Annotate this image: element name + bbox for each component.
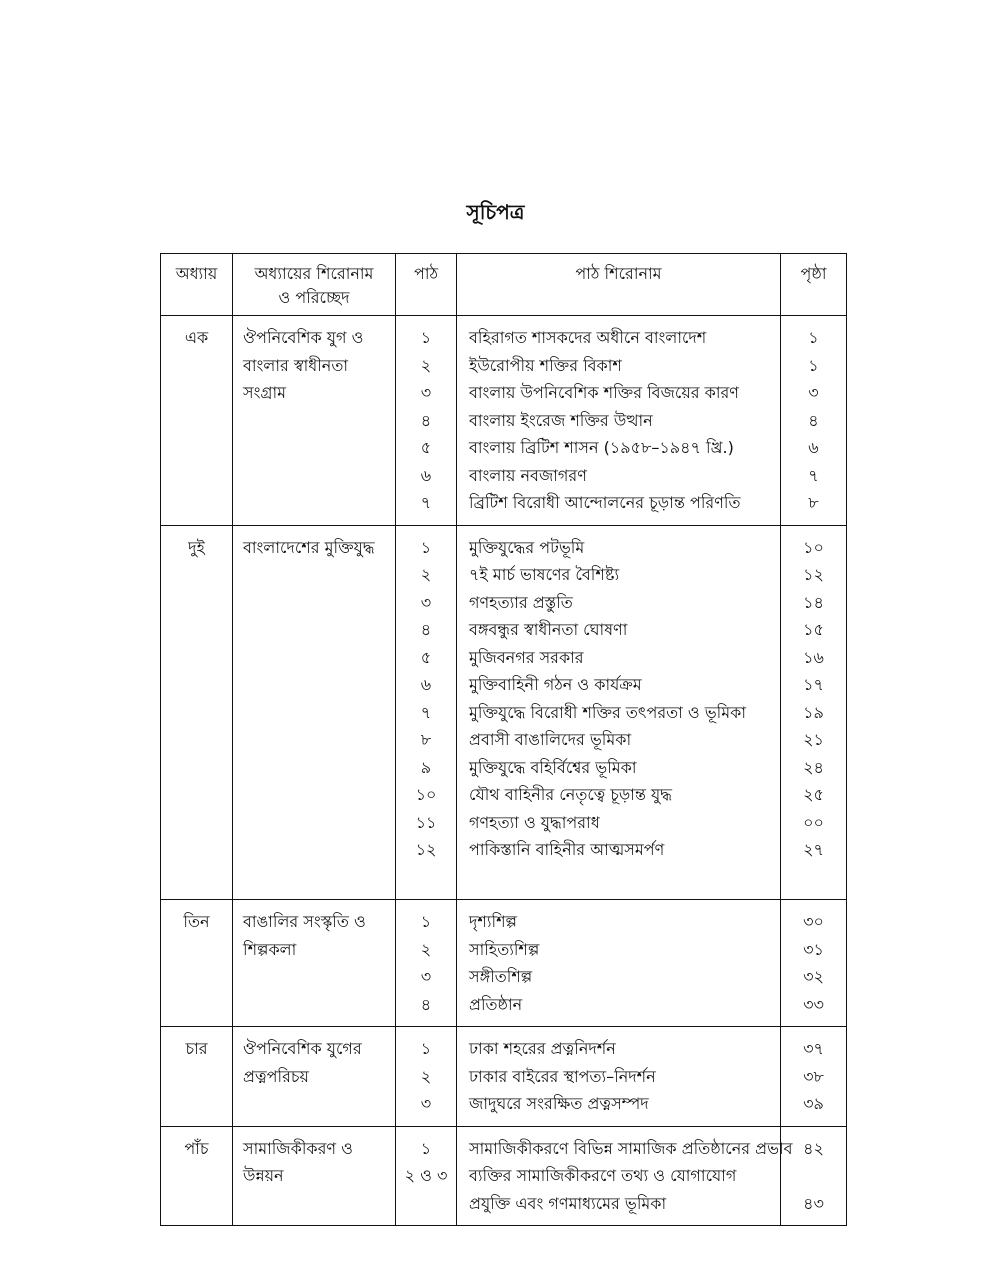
header-lesson-title: পাঠ শিরোনাম bbox=[457, 254, 781, 316]
lesson-title-cell bbox=[457, 316, 781, 526]
page-number: ১৯ bbox=[803, 702, 824, 722]
lesson-number: ৫ bbox=[420, 647, 432, 667]
lesson-number-cell bbox=[396, 1027, 457, 1127]
page-number: ১০ bbox=[803, 537, 824, 557]
lesson-number: ২ ও ৩ bbox=[404, 1166, 448, 1185]
lesson-number: ১২ bbox=[415, 840, 437, 859]
lesson-number: ১ bbox=[420, 537, 432, 557]
lesson-title-cell bbox=[457, 1027, 781, 1127]
lesson-title: প্রতিষ্ঠান bbox=[469, 994, 523, 1014]
page-number: ৩০ bbox=[803, 912, 824, 931]
chapter-title-line: বাঙালির সংস্কৃতি ও bbox=[243, 912, 366, 931]
header-page: পৃষ্ঠা bbox=[781, 254, 847, 316]
blank-line bbox=[457, 864, 780, 892]
page-number: ৪ bbox=[808, 410, 819, 430]
lesson-title: বাংলায় ব্রিটিশ শাসন (১৯৫৮–১৯৪৭ খ্রি.) bbox=[469, 438, 734, 457]
toc-table bbox=[160, 253, 847, 1226]
lesson-title: বঙ্গবন্ধুর স্বাধীনতা ঘোষণা bbox=[469, 620, 628, 639]
blank-line bbox=[781, 864, 846, 892]
page-number: ২৭ bbox=[803, 840, 824, 859]
lesson-title-cell bbox=[457, 1126, 793, 1226]
header-chapter: অধ্যায় bbox=[161, 254, 233, 316]
lesson-title: জাদুঘরে সংরক্ষিত প্রত্নসম্পদ bbox=[469, 1094, 649, 1113]
lesson-number: ৩ bbox=[420, 967, 432, 986]
header-chapter-title-line2: ও পরিচ্ছেদ bbox=[278, 288, 350, 307]
chapter-title-line: প্রত্নপরিচয় bbox=[243, 1066, 309, 1086]
page-number: ১৪ bbox=[803, 592, 824, 612]
lesson-number bbox=[396, 1190, 456, 1218]
lesson-title-cell bbox=[457, 900, 781, 1027]
lesson-title: পাকিস্তানি বাহিনীর আত্মসমর্পণ bbox=[469, 840, 665, 859]
page-number: ৪২ bbox=[803, 1138, 824, 1158]
page-number: ১৭ bbox=[803, 675, 824, 694]
page-number-cell bbox=[781, 1027, 847, 1127]
chapter-number: পাঁচ bbox=[161, 1126, 233, 1226]
lesson-title-cell bbox=[457, 525, 781, 900]
page-number: ৩৩ bbox=[803, 994, 824, 1014]
page-number: ১ bbox=[808, 328, 819, 347]
lesson-title: মুজিবনগর সরকার bbox=[469, 647, 584, 667]
lesson-title: সঙ্গীতশিল্প bbox=[469, 967, 533, 986]
lesson-number: ২ bbox=[420, 355, 432, 375]
lesson-number: ৮ bbox=[420, 730, 432, 749]
lesson-title: বাংলায় উপনিবেশিক শক্তির বিজয়ের কারণ bbox=[469, 383, 739, 402]
lesson-title: মুক্তিযুদ্ধে বিরোধী শক্তির তৎপরতা ও ভূমিকা bbox=[469, 702, 746, 722]
page-number: ৩৭ bbox=[803, 1039, 824, 1058]
chapter-title-line: বাংলাদেশের মুক্তিযুদ্ধ bbox=[243, 537, 375, 557]
lesson-number: ৫ bbox=[420, 438, 432, 457]
chapter-row bbox=[161, 316, 847, 526]
lesson-title: গণহত্যার প্রস্তুতি bbox=[469, 592, 573, 612]
lesson-title: ইউরোপীয় শক্তির বিকাশ bbox=[469, 355, 622, 375]
chapter-title-line: সংগ্রাম bbox=[243, 383, 286, 402]
lesson-number: ৩ bbox=[420, 383, 432, 402]
lesson-title: সাহিত্যশিল্প bbox=[469, 939, 540, 959]
lesson-title: মুক্তিবাহিনী গঠন ও কার্যক্রম bbox=[469, 675, 642, 694]
chapter-row bbox=[161, 900, 847, 1027]
lesson-number-cell bbox=[396, 900, 457, 1027]
lesson-number: ১ bbox=[420, 912, 432, 931]
page-number: ২১ bbox=[803, 730, 824, 749]
lesson-number-cell bbox=[396, 525, 457, 900]
lesson-title: বাংলায় ইংরেজ শক্তির উত্থান bbox=[469, 410, 653, 430]
lesson-number: ৩ bbox=[420, 592, 432, 612]
lesson-title: দৃশ্যশিল্প bbox=[469, 912, 517, 931]
chapter-number: এক bbox=[161, 316, 233, 526]
chapter-number: তিন bbox=[161, 900, 233, 1027]
page-number: ৬ bbox=[808, 438, 819, 457]
chapter-row bbox=[161, 1126, 847, 1226]
chapter-title bbox=[233, 1126, 396, 1226]
lesson-number-cell bbox=[396, 1126, 457, 1226]
lesson-title: মুক্তিযুদ্ধে বহির্বিশ্বের ভূমিকা bbox=[469, 757, 637, 777]
page-number bbox=[781, 1162, 846, 1190]
lesson-number: ১০ bbox=[415, 785, 437, 804]
lesson-title: বহিরাগত শাসকদের অধীনে বাংলাদেশ bbox=[469, 328, 707, 347]
lesson-title: ঢাকার বাইরের স্থাপত্য–নিদর্শন bbox=[469, 1066, 656, 1086]
lesson-title: ব্রিটিশ বিরোধী আন্দোলনের চূড়ান্ত পরিণতি bbox=[469, 493, 741, 512]
page-number: ২৫ bbox=[803, 785, 824, 804]
chapter-number: দুই bbox=[161, 525, 233, 900]
page-number: ৪৩ bbox=[803, 1193, 824, 1213]
chapter-title-line: ঔপনিবেশিক যুগ ও bbox=[243, 328, 364, 347]
page-number: ৩২ bbox=[803, 967, 824, 986]
lesson-number: ৭ bbox=[420, 493, 432, 512]
chapter-title bbox=[233, 900, 396, 1027]
chapter-title-line: সামাজিকীকরণ ও bbox=[243, 1138, 353, 1158]
page-number-cell bbox=[781, 316, 847, 526]
page-number: ৮ bbox=[808, 493, 819, 512]
chapter-row bbox=[161, 1027, 847, 1127]
header-chapter-title bbox=[233, 254, 396, 316]
page-number: ১ bbox=[808, 355, 819, 375]
lesson-title: মুক্তিযুদ্ধের পটভূমি bbox=[469, 537, 585, 557]
lesson-number: ১১ bbox=[415, 812, 437, 832]
lesson-title: সামাজিকীকরণে বিভিন্ন সামাজিক প্রতিষ্ঠানের প্রভাব bbox=[469, 1138, 793, 1158]
lesson-title: গণহত্যা ও যুদ্ধাপরাধ bbox=[469, 812, 600, 832]
lesson-number: ৪ bbox=[420, 410, 432, 430]
lesson-title: যৌথ বাহিনীর নেতৃত্বে চূড়ান্ত যুদ্ধ bbox=[469, 785, 672, 804]
page-title: সূচিপত্র bbox=[466, 200, 525, 224]
header-row bbox=[161, 254, 847, 316]
lesson-number: ৪ bbox=[420, 620, 432, 639]
lesson-number: ১ bbox=[420, 1039, 432, 1058]
chapter-title bbox=[233, 316, 396, 526]
header-chapter-title-line1: অধ্যায়ের শিরোনাম bbox=[254, 264, 374, 283]
chapter-title-line: বাংলার স্বাধীনতা bbox=[243, 355, 348, 375]
lesson-number: ২ bbox=[420, 1066, 432, 1086]
page-number: ৩ bbox=[808, 383, 819, 402]
lesson-number: ৯ bbox=[420, 757, 432, 777]
lesson-title: প্রযুক্তি এবং গণমাধ্যমের ভূমিকা bbox=[469, 1193, 667, 1213]
lesson-number: ৬ bbox=[420, 675, 432, 694]
lesson-number: ৭ bbox=[420, 702, 432, 722]
lesson-number: ১ bbox=[420, 328, 432, 347]
page-number: ২৪ bbox=[803, 757, 824, 777]
lesson-number: ২ bbox=[420, 565, 432, 584]
page-number: ৩৮ bbox=[803, 1066, 824, 1086]
page-number: ১২ bbox=[803, 565, 824, 584]
chapter-title-line: ঔপনিবেশিক যুগের bbox=[243, 1039, 362, 1058]
lesson-number: ৩ bbox=[420, 1094, 432, 1113]
lesson-number: ২ bbox=[420, 939, 432, 959]
blank-line bbox=[396, 864, 456, 892]
page-number: ৩১ bbox=[803, 939, 824, 959]
lesson-title: ৭ই মার্চ ভাষণের বৈশিষ্ট্য bbox=[469, 565, 620, 584]
lesson-number-cell bbox=[396, 316, 457, 526]
chapter-title bbox=[233, 525, 396, 900]
chapter-row bbox=[161, 525, 847, 900]
lesson-title: বাংলায় নবজাগরণ bbox=[469, 465, 587, 485]
chapter-title-line: শিল্পকলা bbox=[243, 939, 297, 959]
lesson-title: প্রবাসী বাঙালিদের ভূমিকা bbox=[469, 730, 632, 749]
lesson-title: ঢাকা শহরের প্রত্ননিদর্শন bbox=[469, 1039, 616, 1058]
header-lesson: পাঠ bbox=[396, 254, 457, 316]
lesson-number: ৪ bbox=[420, 994, 432, 1014]
lesson-number: ৬ bbox=[420, 465, 432, 485]
page-number-cell bbox=[781, 900, 847, 1027]
lesson-number: ১ bbox=[420, 1138, 432, 1158]
page-number-cell bbox=[781, 525, 847, 900]
lesson-title: ব্যক্তির সামাজিকীকরণে তথ্য ও যোগাযোগ bbox=[469, 1166, 737, 1185]
chapter-number: চার bbox=[161, 1027, 233, 1127]
page-number: ০০ bbox=[803, 812, 824, 832]
page-number: ৩৯ bbox=[803, 1094, 824, 1113]
page-number: ১৫ bbox=[803, 620, 824, 639]
page-number: ১৬ bbox=[803, 647, 824, 667]
chapter-title-line: উন্নয়ন bbox=[243, 1166, 284, 1185]
chapter-title bbox=[233, 1027, 396, 1127]
page-number: ৭ bbox=[808, 465, 819, 485]
